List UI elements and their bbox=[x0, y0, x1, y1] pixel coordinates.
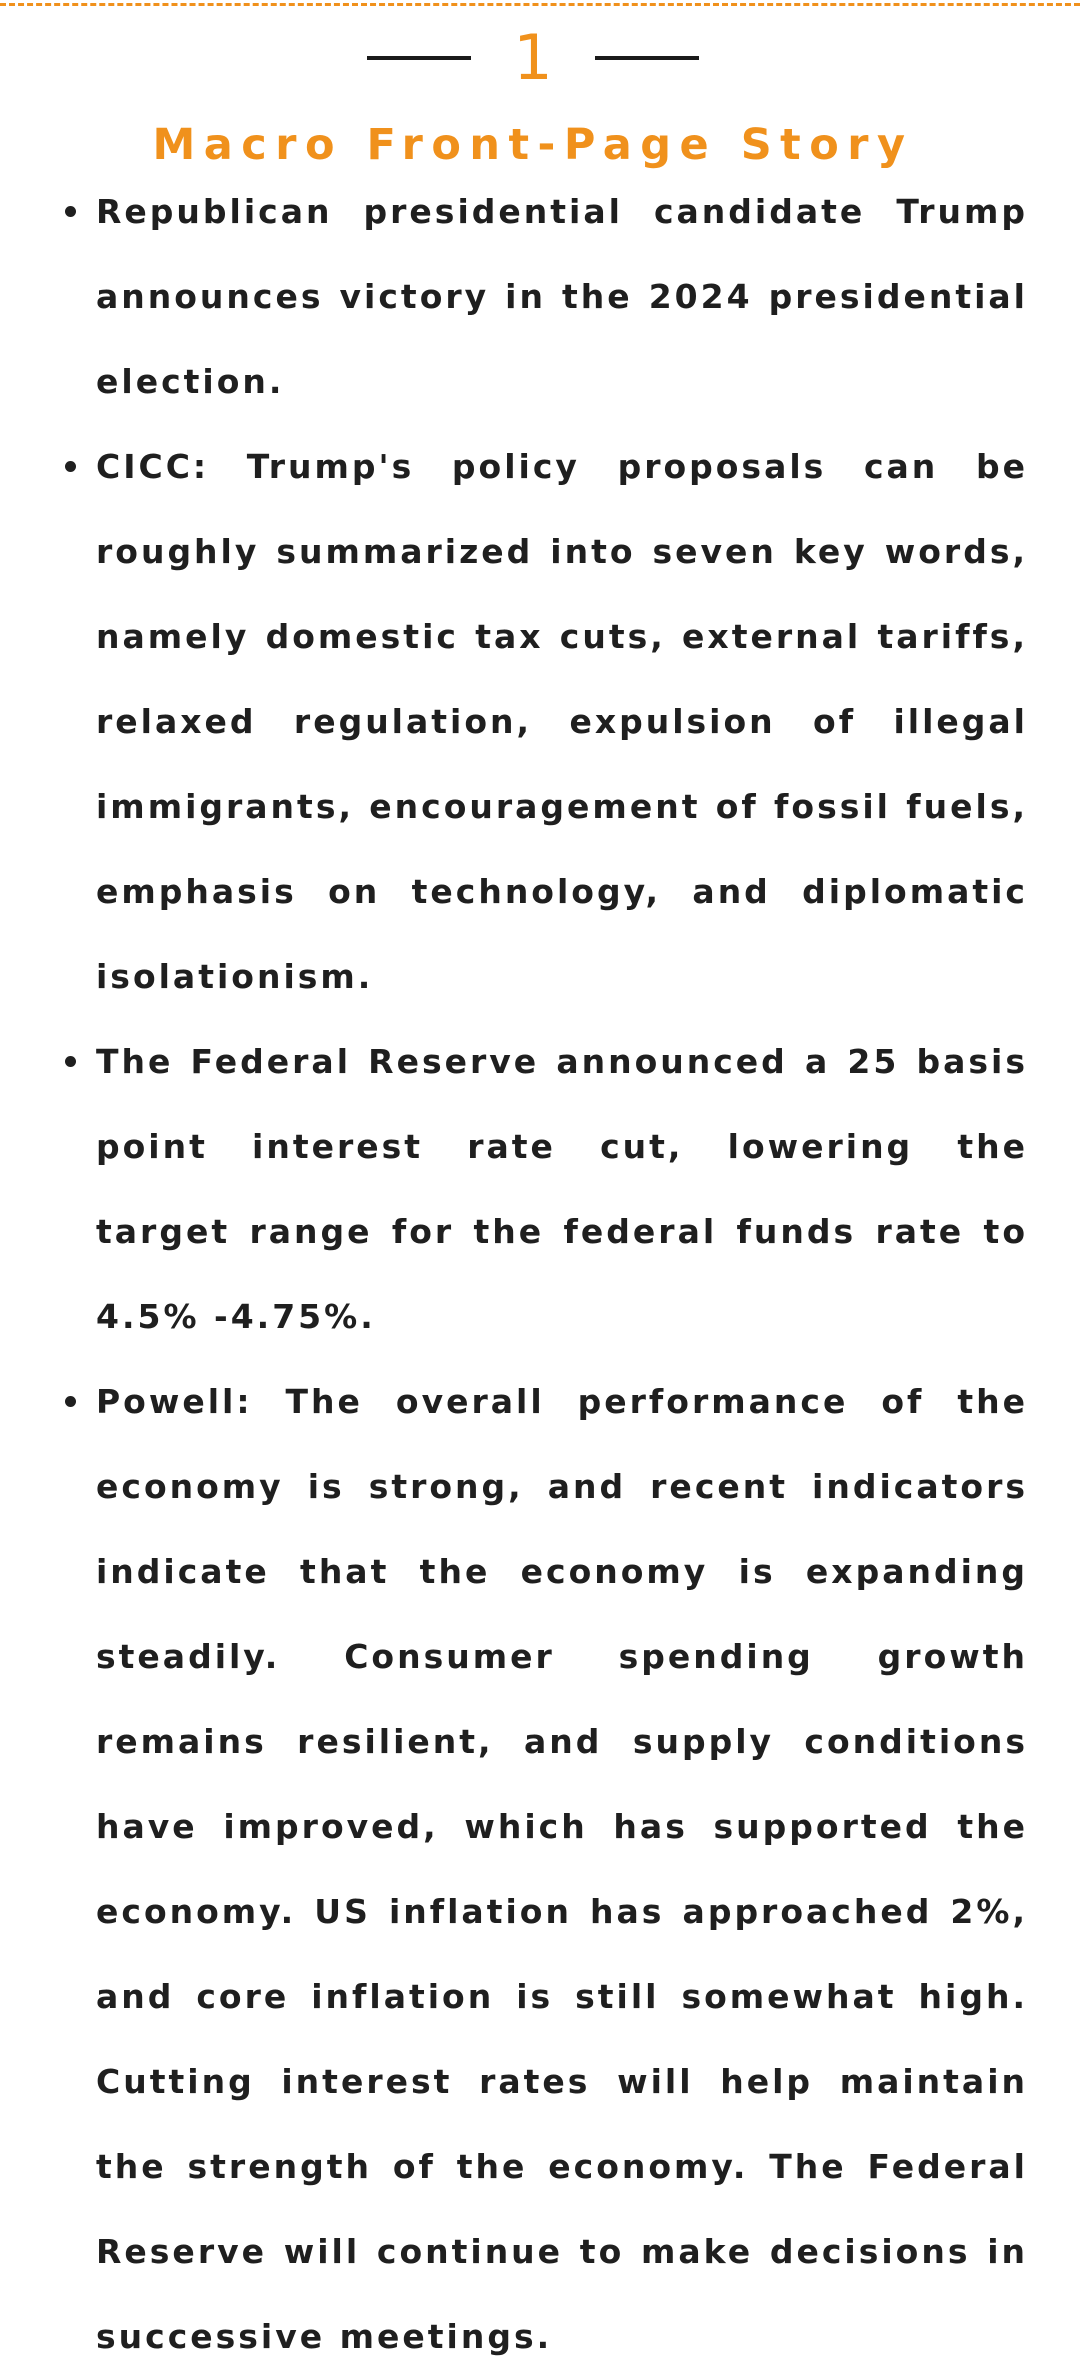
section-number: 1 bbox=[513, 21, 553, 94]
bullet-dot-icon bbox=[65, 1396, 76, 1407]
section-number-row bbox=[0, 18, 1066, 98]
bullet-item bbox=[62, 169, 1028, 424]
top-dashed-border bbox=[0, 3, 1080, 6]
section-title: Macro Front-Page Story bbox=[152, 120, 914, 170]
bullet-text: The Federal Reserve announced a 25 basis point interest rate cut, lowering the target range for the federal funds rate to 4.5% -4.75%. bbox=[96, 1042, 1028, 1336]
bullet-text: Republican presidential candidate Trump announces victory in the 2024 presidential election. bbox=[96, 192, 1028, 401]
right-rule bbox=[595, 56, 699, 60]
bullet-list bbox=[62, 169, 1028, 2379]
bullet-item bbox=[62, 1359, 1028, 2379]
bullet-item bbox=[62, 1019, 1028, 1359]
bullet-text: CICC: Trump's policy proposals can be roughly summarized into seven key words, namely domestic tax cuts, external tariffs, relaxed regulation, expulsion of illegal immigrants, encouragement of fossil fuels, emphasis on technology, and diplomatic isolationism. bbox=[96, 447, 1028, 996]
left-rule bbox=[367, 56, 471, 60]
bullet-text: Powell: The overall performance of the economy is strong, and recent indicators indicate that the economy is expanding steadily. Consumer spending growth remains resilient, and supply conditions have improved, which has supported the economy. US inflation has approached 2%, and core inflation is still somewhat high. Cutting interest rates will help maintain the strength of the economy. The Federal Reserve will continue to make decisions in successive meetings. bbox=[96, 1382, 1028, 2356]
bullet-dot-icon bbox=[65, 1056, 76, 1067]
section-header bbox=[0, 18, 1066, 174]
bullet-item bbox=[62, 424, 1028, 1019]
bullet-dot-icon bbox=[65, 206, 76, 217]
bullet-dot-icon bbox=[65, 461, 76, 472]
